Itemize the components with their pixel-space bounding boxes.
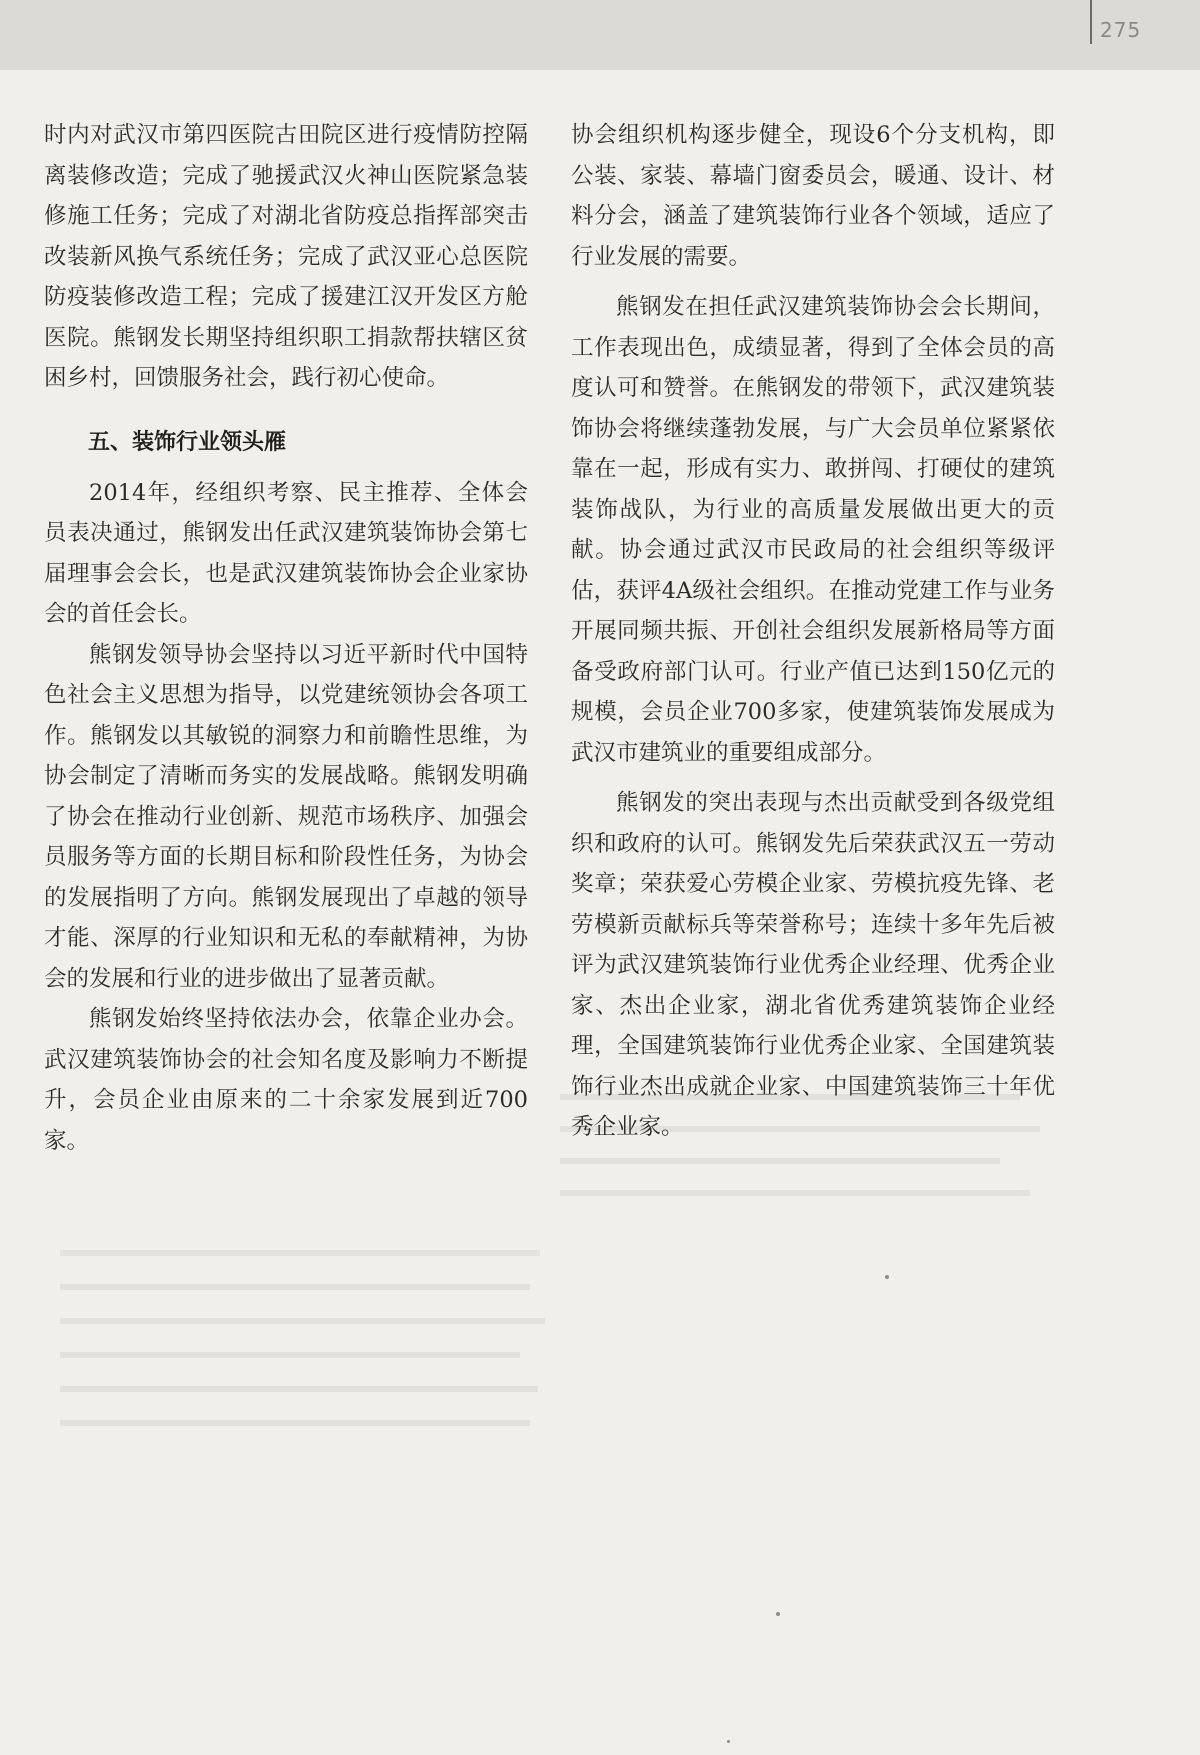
page-number: 275 — [1100, 18, 1142, 42]
left-column — [44, 115, 528, 1161]
scan-speck — [776, 1612, 780, 1616]
top-margin-strip — [0, 0, 1200, 70]
scan-speck — [885, 1275, 889, 1279]
left-paragraph-1: 时内对武汉市第四医院古田院区进行疫情防控隔离装修改造；完成了驰援武汉火神山医院紧急装修施工任务；完成了对湖北省防疫总指挥部突击改装新风换气系统任务；完成了武汉亚心总医院防疫装修改造工程；完成了援建江汉开发区方舱医院。熊钢发长期坚持组织职工捐款帮扶辖区贫困乡村，回馈服务社会，践行初心使命。 — [44, 122, 528, 391]
right-paragraph-1: 协会组织机构逐步健全，现设6个分支机构，即公装、家装、幕墙门窗委员会，暖通、设计、材料分会，涵盖了建筑装饰行业各个领域，适应了行业发展的需要。 — [571, 122, 1055, 270]
scan-speck — [727, 1740, 730, 1743]
left-paragraph-4: 熊钢发始终坚持依法办会，依靠企业办会。武汉建筑装饰协会的社会知名度及影响力不断提升，会员企业由原来的二十余家发展到近700家。 — [44, 1006, 528, 1154]
left-paragraph-2: 2014年，经组织考察、民主推荐、全体会员表决通过，熊钢发出任武汉建筑装饰协会第七届理事会会长，也是武汉建筑装饰协会企业家协会的首任会长。 — [44, 479, 528, 627]
show-through-texture-lower — [60, 1230, 560, 1630]
page-number-rule — [1090, 0, 1092, 44]
right-column — [571, 115, 1055, 1148]
right-paragraph-3: 熊钢发的突出表现与杰出贡献受到各级党组织和政府的认可。熊钢发先后荣获武汉五一劳动奖章；荣获爱心劳模企业家、劳模抗疫先锋、老劳模新贡献标兵等荣誉称号；连续十多年先后被评为武汉建筑装饰行业优秀企业经理、优秀企业家、杰出企业家，湖北省优秀建筑装饰企业经理，全国建筑装饰行业优秀企业家、全国建筑装饰行业杰出成就企业家、中国建筑装饰三十年优秀企业家。 — [571, 790, 1055, 1140]
left-paragraph-3: 熊钢发领导协会坚持以习近平新时代中国特色社会主义思想为指导，以党建统领协会各项工作。熊钢发以其敏锐的洞察力和前瞻性思维，为协会制定了清晰而务实的发展战略。熊钢发明确了协会在推动行业创新、规范市场秩序、加强会员服务等方面的长期目标和阶段性任务，为协会的发展指明了方向。熊钢发展现出了卓越的领导才能、深厚的行业知识和无私的奉献精神，为协会的发展和行业的进步做出了显著贡献。 — [44, 641, 528, 992]
section-heading: 五、装饰行业领头雁 — [88, 429, 287, 455]
right-paragraph-2: 熊钢发在担任武汉建筑装饰协会会长期间，工作表现出色，成绩显著，得到了全体会员的高度认可和赞誉。在熊钢发的带领下，武汉建筑装饰协会将继续蓬勃发展，与广大会员单位紧紧依靠在一起，形成有实力、敢拼闯、打硬仗的建筑装饰战队，为行业的高质量发展做出更大的贡献。协会通过武汉市民政局的社会组织等级评估，获评4A级社会组织。在推动党建工作与业务开展同频共振、开创社会组织发展新格局等方面备受政府部门认可。行业产值已达到150亿元的规模，会员企业700多家，使建筑装饰发展成为武汉市建筑业的重要组成部分。 — [571, 294, 1055, 766]
